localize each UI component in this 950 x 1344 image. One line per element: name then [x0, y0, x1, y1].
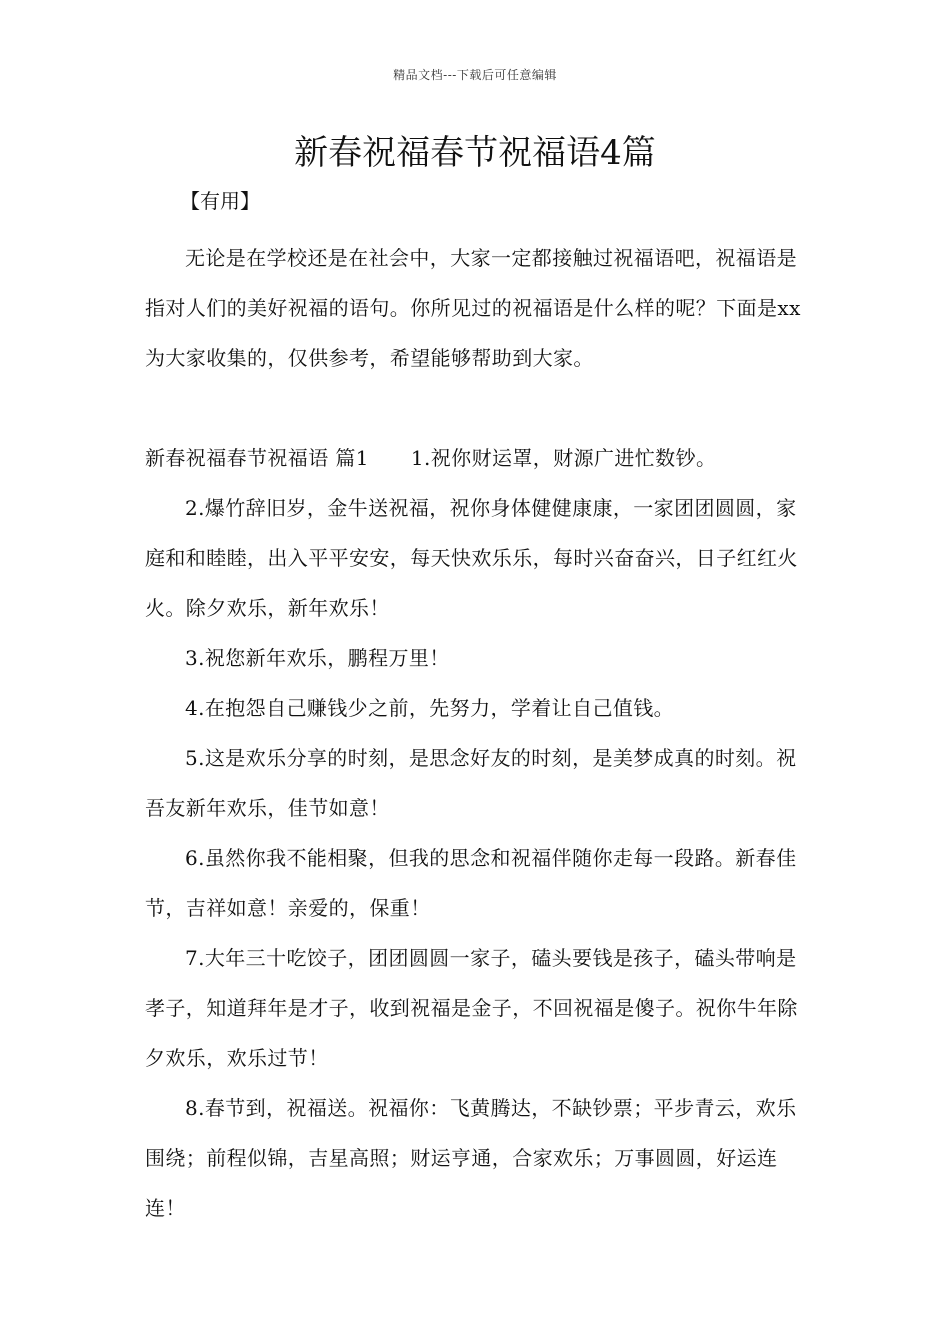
- list-item: 2.爆竹辞旧岁，金牛送祝福，祝你身体健健康康，一家团团圆圆，家庭和和睦睦，出入平平安安，每天快欢乐乐，每时兴奋奋兴，日子红红火火。除夕欢乐，新年欢乐！: [145, 496, 798, 620]
- list-item: 6.虽然你我不能相聚，但我的思念和祝福伴随你走每一段路。新春佳节，吉祥如意！亲爱的，保重！: [145, 846, 797, 920]
- document-title: 新春祝福春节祝福语4篇: [294, 133, 656, 173]
- list-item: 8.春节到，祝福送。祝福你：飞黄腾达，不缺钞票；平步青云，欢乐围绕；前程似锦，吉星高照；财运亨通，合家欢乐；万事圆圆，好运连连！: [145, 1096, 797, 1220]
- intro-paragraph: 无论是在学校还是在社会中，大家一定都接触过祝福语吧，祝福语是指对人们的美好祝福的语句。你所见过的祝福语是什么样的呢？下面是xx为大家收集的，仅供参考，希望能够帮助到大家。: [145, 246, 801, 370]
- tag-label: 【有用】: [180, 189, 260, 213]
- document-body: [145, 233, 810, 1233]
- header-note: 精品文档---下载后可任意编辑: [393, 68, 557, 82]
- list-item: 7.大年三十吃饺子，团团圆圆一家子，磕头要钱是孩子，磕头带响是孝子，知道拜年是才子，收到祝福是金子，不回祝福是傻子。祝你牛年除夕欢乐，欢乐过节！: [145, 946, 798, 1070]
- list-item: 1.祝你财运罩，财源广进忙数钞。: [410, 446, 717, 470]
- section-paragraph: [145, 433, 810, 483]
- list-item: 5.这是欢乐分享的时刻，是思念好友的时刻，是美梦成真的时刻。祝吾友新年欢乐，佳节如意！: [145, 746, 797, 820]
- section-heading: 新春祝福春节祝福语 篇1: [145, 446, 369, 470]
- list-item: 3.祝您新年欢乐，鹏程万里！: [185, 646, 450, 670]
- list-item: 4.在抱怨自己赚钱少之前，先努力，学着让自己值钱。: [185, 696, 675, 720]
